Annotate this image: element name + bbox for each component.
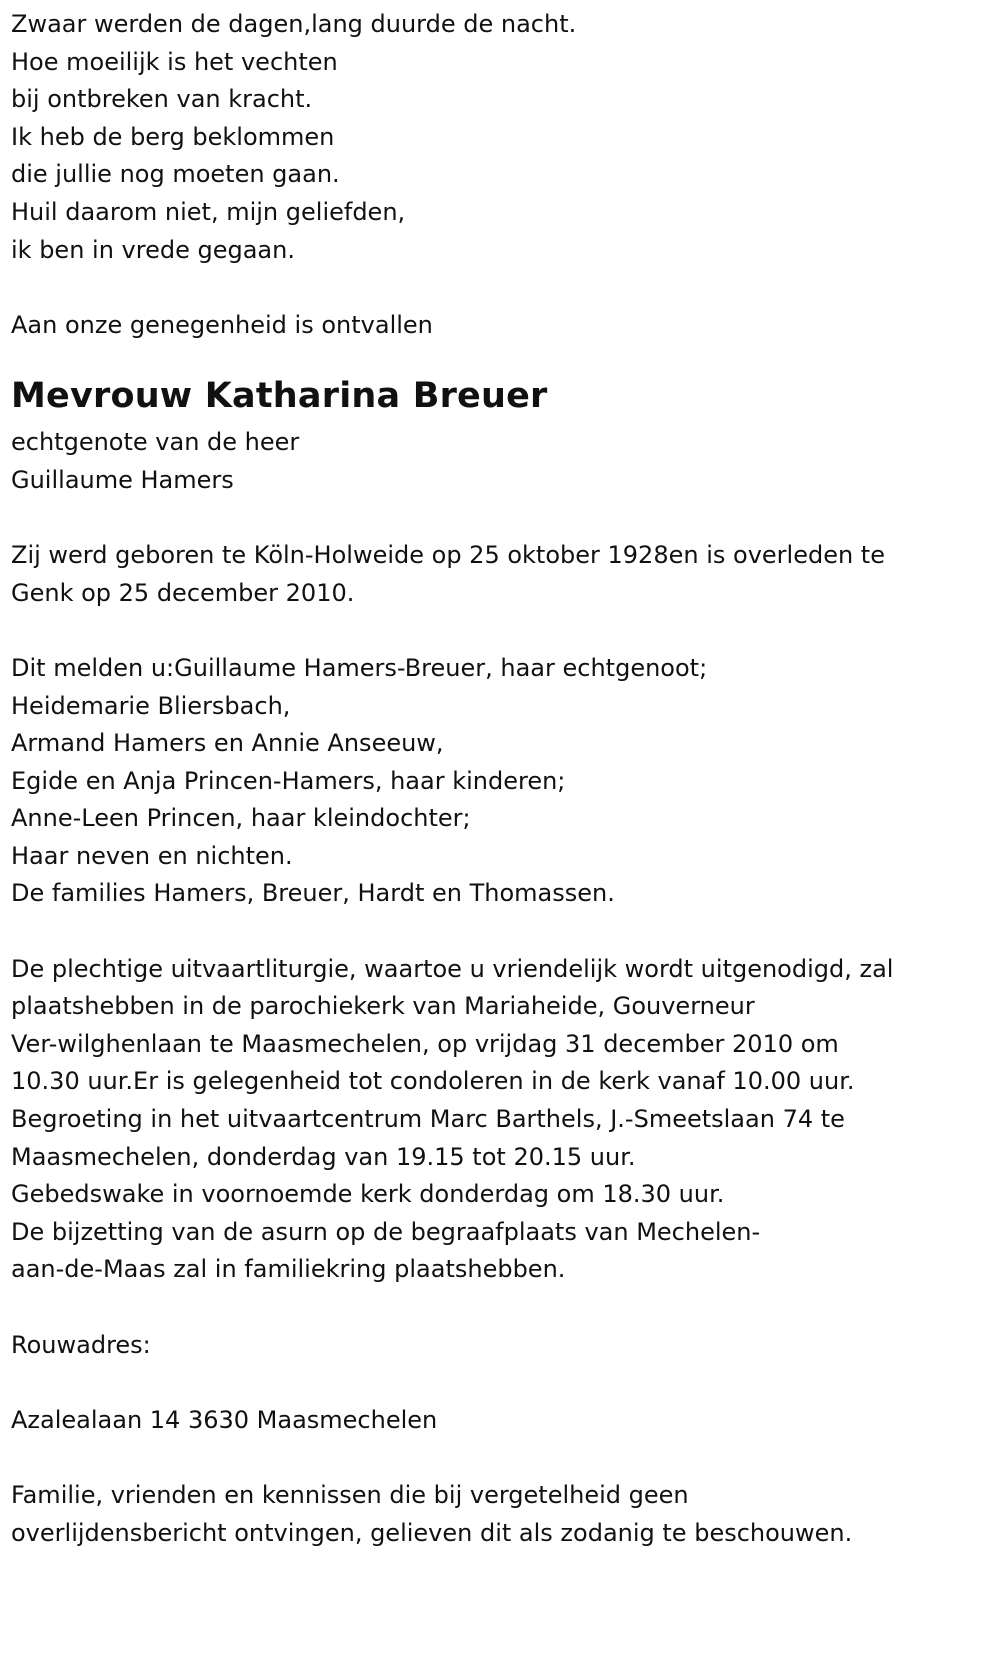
poem-line: ik ben in vrede gegaan.: [11, 235, 295, 264]
ceremony-line: Begroeting in het uitvaartcentrum Marc Barthels, J.-Smeetslaan 74 te: [11, 1105, 845, 1134]
poem: [11, 6, 980, 269]
deceased-name: Mevrouw Katharina Breuer: [11, 376, 548, 417]
announcer-line: Egide en Anja Princen-Hamers, haar kinderen;: [11, 766, 566, 795]
relation-line: Guillaume Hamers: [11, 465, 234, 494]
obituary-document: [11, 6, 980, 1552]
paragraph-line: Zij werd geboren te Köln-Holweide op 25 oktober 1928en is overleden te: [11, 541, 885, 570]
closing-paragraph: [11, 1477, 980, 1552]
announcer-line: Haar neven en nichten.: [11, 841, 293, 870]
poem-line: Huil daarom niet, mijn geliefden,: [11, 197, 406, 226]
poem-line: bij ontbreken van kracht.: [11, 85, 313, 114]
ceremony-line: Maasmechelen, donderdag van 19.15 tot 20.15 uur.: [11, 1142, 636, 1171]
address-label: Rouwadres:: [11, 1330, 151, 1359]
closing-line: Familie, vrienden en kennissen die bij vergetelheid geen: [11, 1480, 689, 1509]
ceremony-line: plaatshebben in de parochiekerk van Mariaheide, Gouverneur: [11, 992, 755, 1021]
ceremony-line: Gebedswake in voornoemde kerk donderdag om 18.30 uur.: [11, 1180, 725, 1209]
announcer-line: De families Hamers, Breuer, Hardt en Thomassen.: [11, 879, 615, 908]
announcer-line: Anne-Leen Princen, haar kleindochter;: [11, 804, 471, 833]
ceremony-paragraph: [11, 951, 980, 1289]
announcer-line: Dit melden u:Guillaume Hamers-Breuer, haar echtgenoot;: [11, 653, 708, 682]
ceremony-line: De bijzetting van de asurn op de begraafplaats van Mechelen-: [11, 1217, 761, 1246]
poem-line: Ik heb de berg beklommen: [11, 122, 335, 151]
mourning-address: Azalealaan 14 3630 Maasmechelen: [11, 1405, 438, 1434]
paragraph-line: Genk op 25 december 2010.: [11, 578, 355, 607]
closing-line: overlijdensbericht ontvingen, gelieven dit als zodanig te beschouwen.: [11, 1518, 853, 1547]
intro-text: Aan onze genegenheid is ontvallen: [11, 310, 433, 339]
announcers-list: [11, 650, 980, 913]
relation-line: echtgenote van de heer: [11, 428, 300, 457]
announcer-line: Armand Hamers en Annie Anseeuw,: [11, 729, 444, 758]
ceremony-line: aan-de-Maas zal in familiekring plaatshebben.: [11, 1255, 566, 1284]
announcer-line: Heidemarie Bliersbach,: [11, 691, 291, 720]
poem-line: Hoe moeilijk is het vechten: [11, 47, 338, 76]
poem-line: Zwaar werden de dagen,lang duurde de nacht.: [11, 10, 577, 38]
ceremony-line: De plechtige uitvaartliturgie, waartoe u vriendelijk wordt uitgenodigd, zal: [11, 954, 894, 983]
poem-line: die jullie nog moeten gaan.: [11, 160, 340, 189]
birth-death-paragraph: [11, 537, 980, 612]
ceremony-line: 10.30 uur.Er is gelegenheid tot condoleren in de kerk vanaf 10.00 uur.: [11, 1067, 855, 1096]
deceased-relation: [11, 424, 980, 499]
ceremony-line: Ver-wilghenlaan te Maasmechelen, op vrijdag 31 december 2010 om: [11, 1029, 839, 1058]
